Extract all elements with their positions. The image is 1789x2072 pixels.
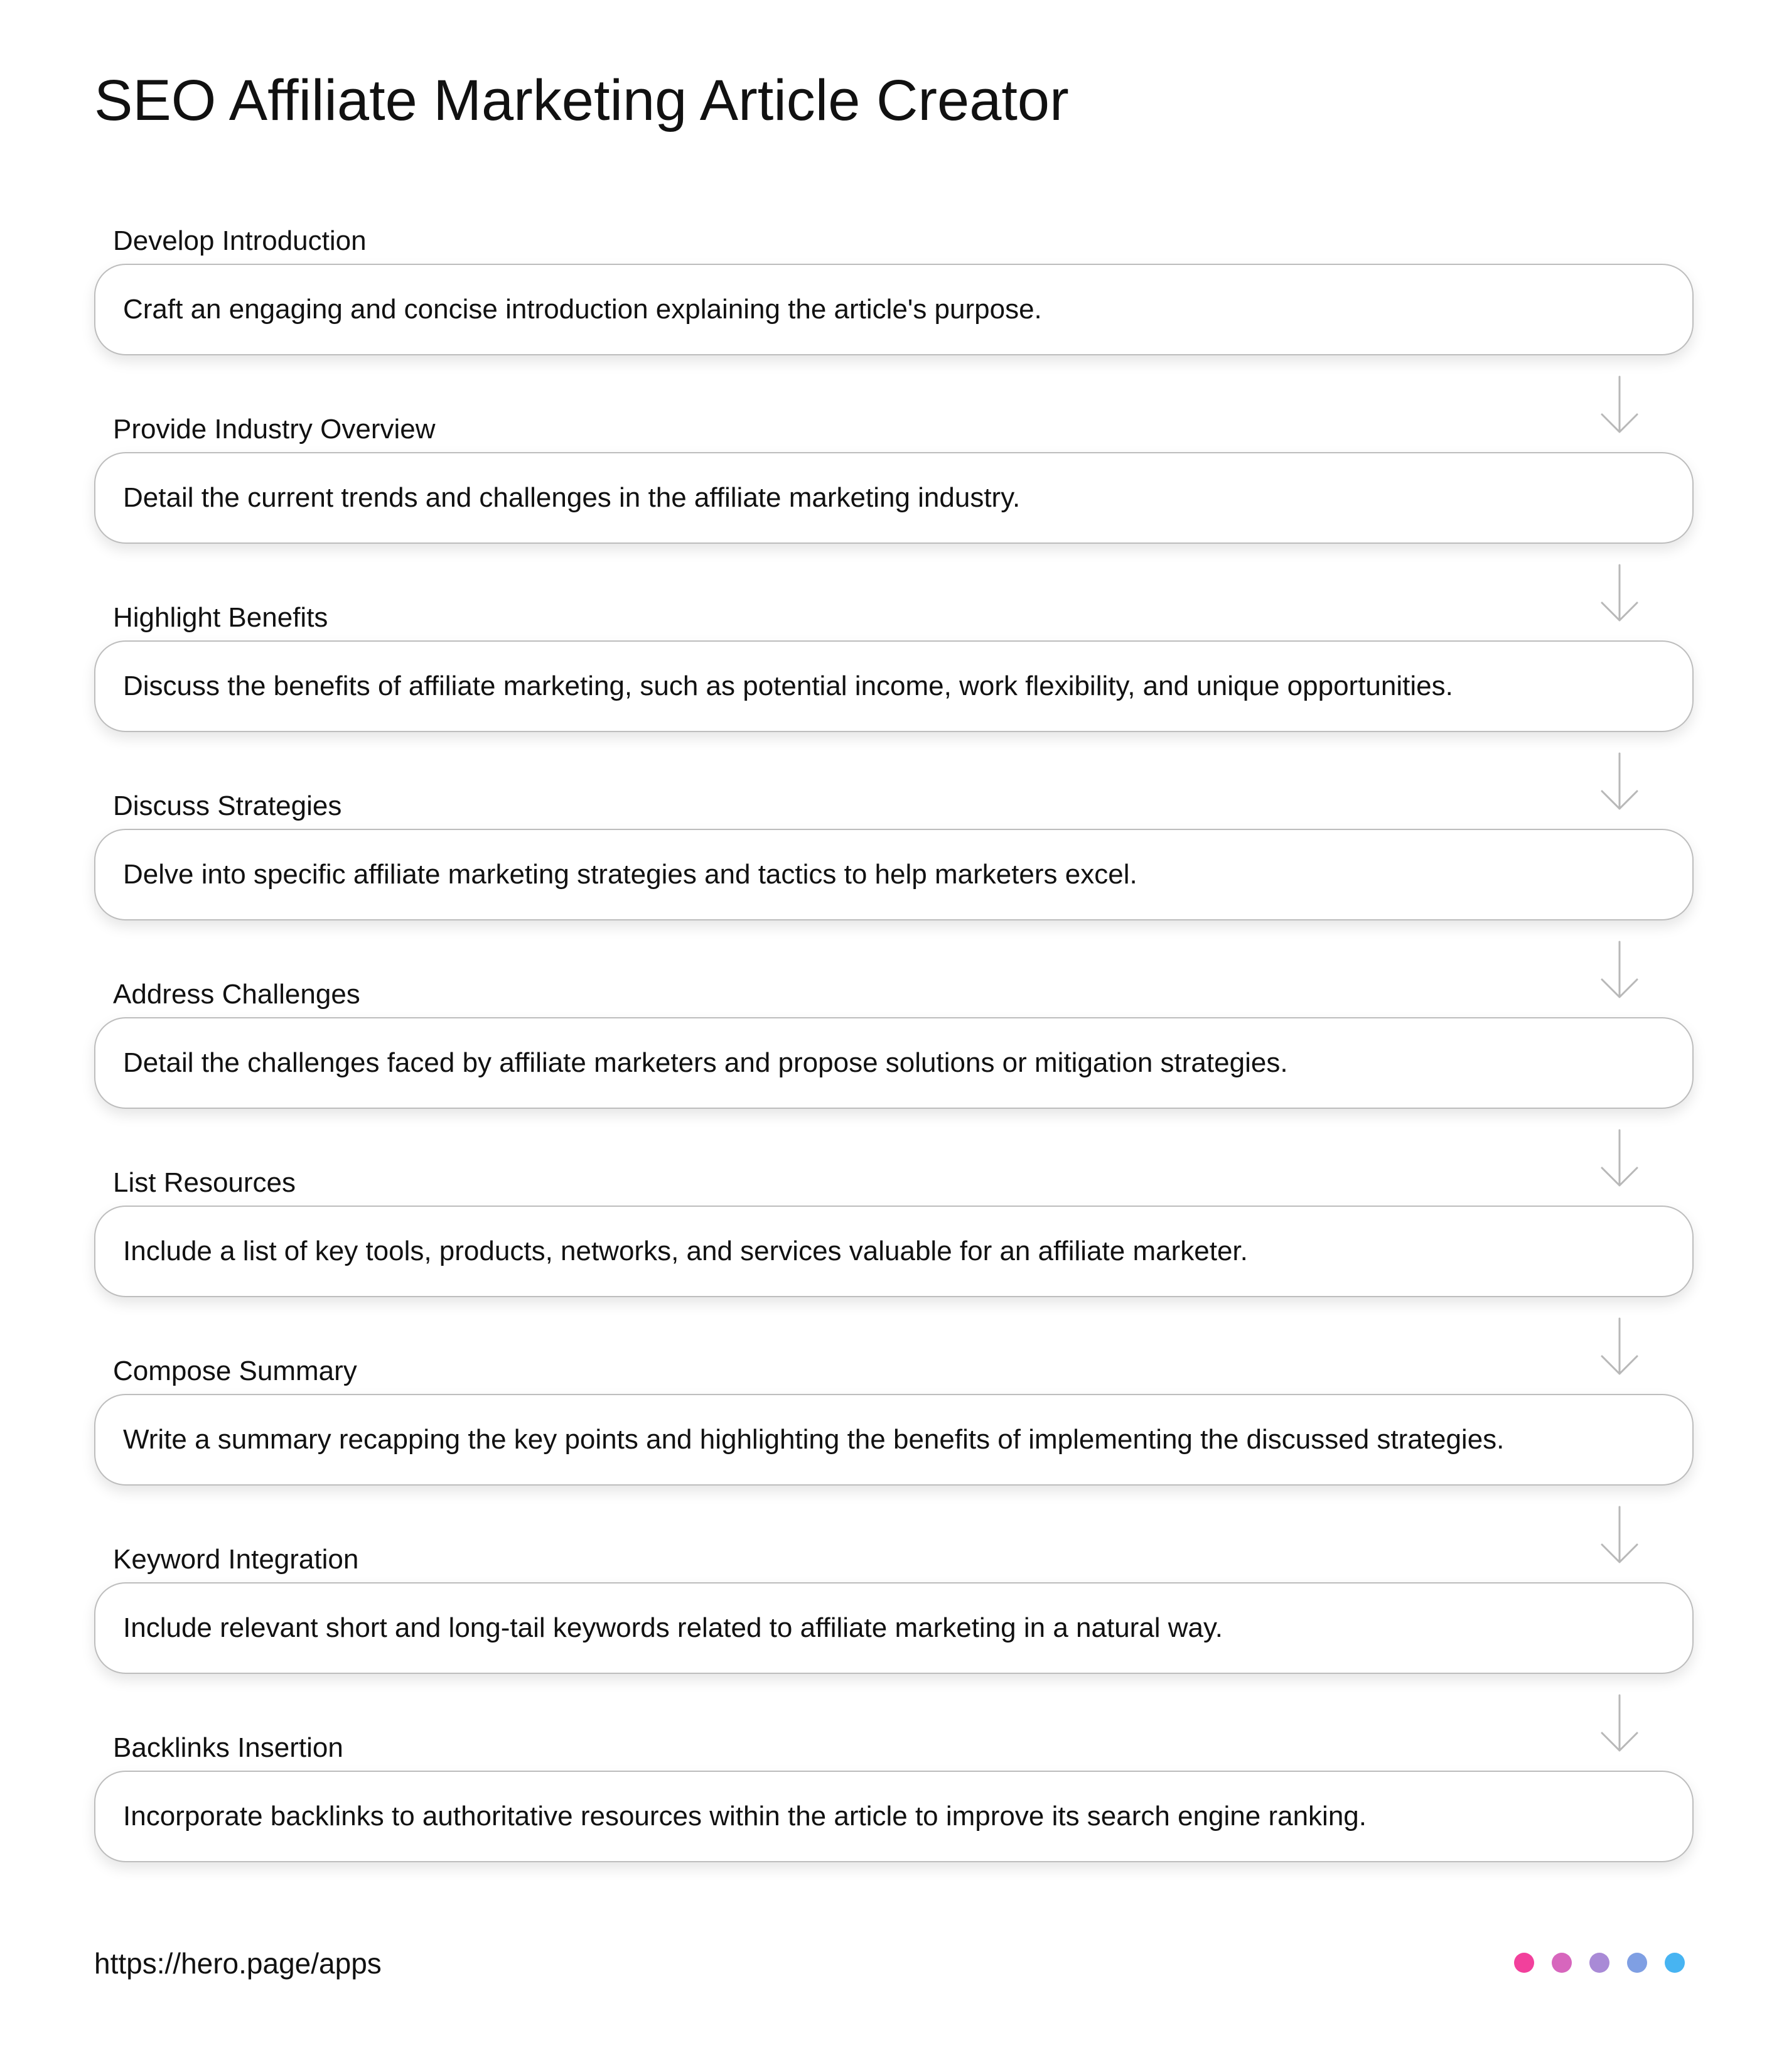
brand-dot	[1627, 1953, 1647, 1973]
step-box	[94, 640, 1694, 732]
step-label: Provide Industry Overview	[113, 414, 436, 445]
step-box	[94, 1771, 1694, 1862]
step-label: Keyword Integration	[113, 1544, 359, 1575]
brand-dot	[1589, 1953, 1609, 1973]
step-label: Highlight Benefits	[113, 602, 328, 633]
step-description: Detail the current trends and challenges in the affiliate marketing industry.	[123, 482, 1021, 513]
page-title: SEO Affiliate Marketing Article Creator	[94, 68, 1069, 132]
step-box	[94, 452, 1694, 544]
step-label: Backlinks Insertion	[113, 1732, 343, 1763]
step-label: Address Challenges	[113, 979, 360, 1010]
step-box	[94, 1017, 1694, 1109]
brand-dot	[1514, 1953, 1534, 1973]
brand-dot	[1552, 1953, 1572, 1973]
step-description: Write a summary recapping the key points and highlighting the benefits of implementing the discussed strategies.	[123, 1423, 1505, 1455]
step-label: Discuss Strategies	[113, 790, 342, 821]
down-arrow-icon	[1599, 375, 1640, 436]
down-arrow-icon	[1599, 1694, 1640, 1754]
step-box	[94, 264, 1694, 355]
step-label: Develop Introduction	[113, 225, 367, 256]
step-description: Include a list of key tools, products, networks, and services valuable for an affiliate marketer.	[123, 1235, 1248, 1266]
down-arrow-icon	[1599, 1129, 1640, 1189]
step-description: Craft an engaging and concise introduction explaining the article's purpose.	[123, 293, 1042, 325]
down-arrow-icon	[1599, 941, 1640, 1001]
step-box	[94, 829, 1694, 920]
step-description: Include relevant short and long-tail keywords related to affiliate marketing in a natural way.	[123, 1612, 1223, 1643]
footer-url[interactable]: https://hero.page/apps	[94, 1947, 382, 1980]
step-description: Discuss the benefits of affiliate marketing, such as potential income, work flexibility, and unique opportunities.	[123, 670, 1453, 701]
step-box	[94, 1206, 1694, 1297]
down-arrow-icon	[1599, 564, 1640, 624]
down-arrow-icon	[1599, 1506, 1640, 1566]
step-label: List Resources	[113, 1167, 296, 1198]
step-description: Detail the challenges faced by affiliate marketers and propose solutions or mitigation strategies.	[123, 1047, 1288, 1078]
down-arrow-icon	[1599, 1317, 1640, 1378]
step-description: Incorporate backlinks to authoritative resources within the article to improve its search engine ranking.	[123, 1800, 1367, 1832]
step-label: Compose Summary	[113, 1356, 357, 1386]
brand-dot	[1665, 1953, 1685, 1973]
step-box	[94, 1394, 1694, 1486]
step-description: Delve into specific affiliate marketing strategies and tactics to help marketers excel.	[123, 858, 1137, 890]
step-box	[94, 1582, 1694, 1674]
down-arrow-icon	[1599, 752, 1640, 812]
brand-dots	[1514, 1953, 1685, 1973]
